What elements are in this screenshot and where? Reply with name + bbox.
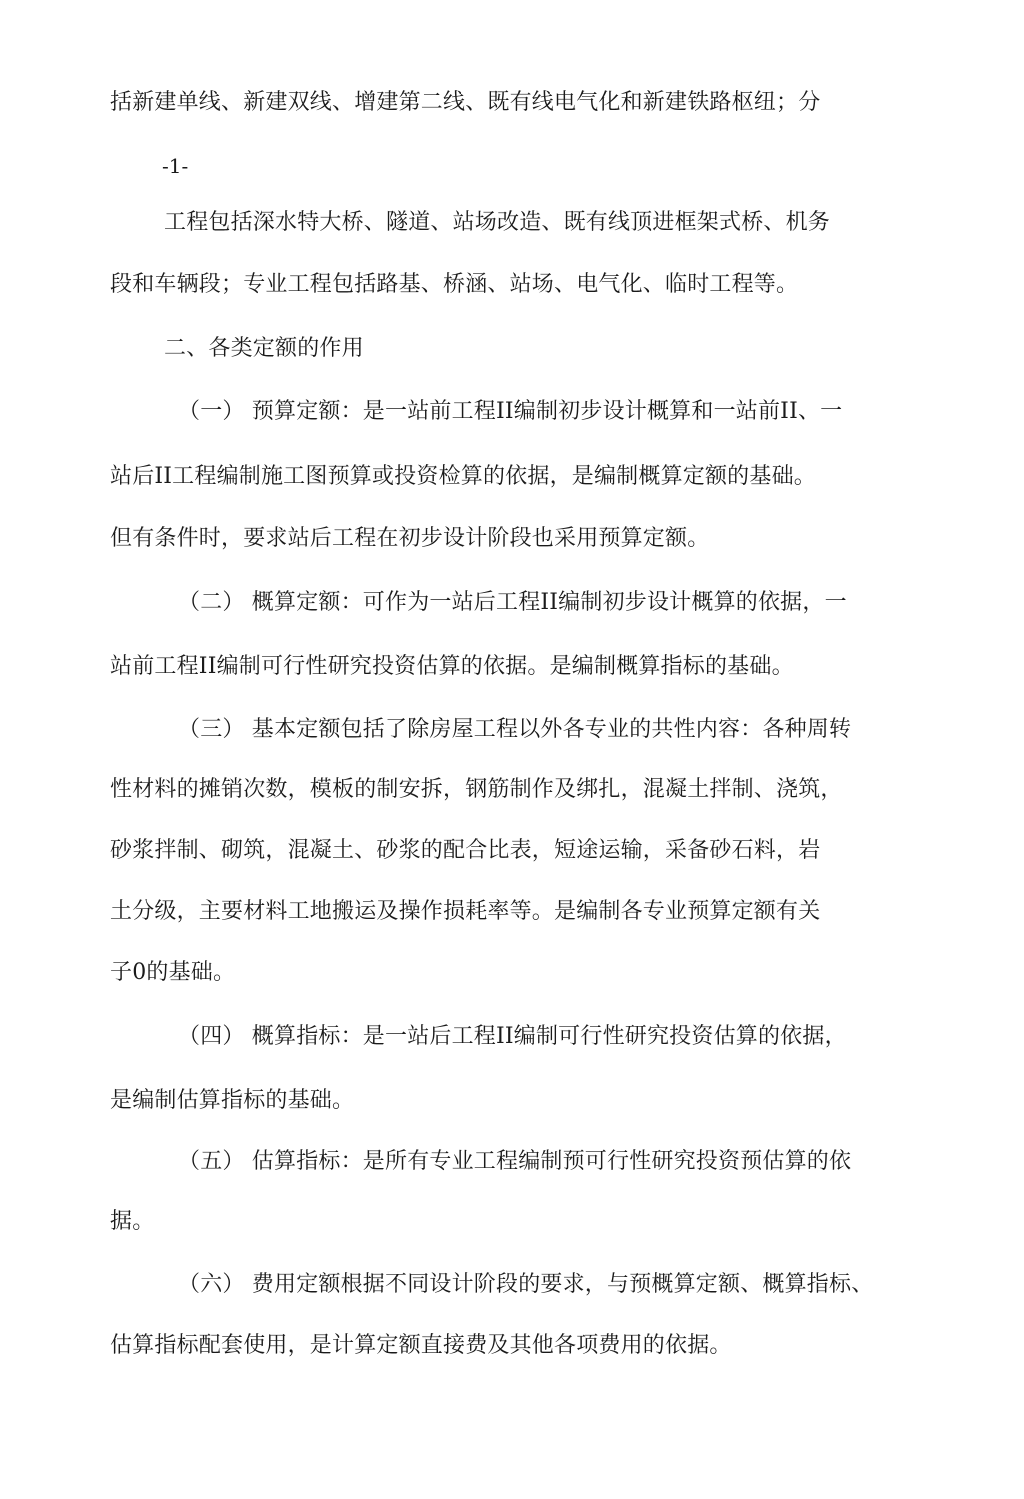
- text-line: （四） 概算指标：是一站后工程II编制可行性研究投资估算的依据，: [178, 1024, 847, 1049]
- section-heading: 二、各类定额的作用: [164, 336, 364, 361]
- text-line: （六） 费用定额根据不同设计阶段的要求，与预概算定额、概算指标、: [178, 1272, 874, 1297]
- text-line: 站前工程II编制可行性研究投资估算的依据。是编制概算指标的基础。: [110, 654, 794, 679]
- text-line: 括新建单线、新建双线、增建第二线、既有线电气化和新建铁路枢纽；分: [110, 90, 821, 115]
- text-line: 子0的基础。: [110, 960, 236, 985]
- text-line: 段和车辆段；专业工程包括路基、桥涵、站场、电气化、临时工程等。: [110, 272, 799, 297]
- text-line: 土分级，主要材料工地搬运及操作损耗率等。是编制各专业预算定额有关: [110, 899, 821, 924]
- text-line: （三） 基本定额包括了除房屋工程以外各专业的共性内容：各种周转: [178, 717, 852, 742]
- text-line: 但有条件时，要求站后工程在初步设计阶段也采用预算定额。: [110, 526, 710, 551]
- text-line: 据。: [110, 1209, 155, 1234]
- text-line: 砂浆拌制、砌筑，混凝土、砂浆的配合比表，短途运输，采备砂石料，岩: [110, 838, 821, 863]
- text-line: 站后II工程编制施工图预算或投资检算的依据，是编制概算定额的基础。: [110, 464, 816, 489]
- text-line: （一） 预算定额：是一站前工程II编制初步设计概算和一站前II、一: [178, 399, 843, 424]
- text-line: 性材料的摊销次数，模板的制安拆，钢筋制作及绑扎，混凝土拌制、浇筑，: [110, 777, 843, 802]
- text-line: （二） 概算定额：可作为一站后工程II编制初步设计概算的依据，一: [178, 590, 847, 615]
- text-line: 是编制估算指标的基础。: [110, 1088, 355, 1113]
- text-line: （五） 估算指标：是所有专业工程编制预可行性研究投资预估算的依: [178, 1149, 852, 1174]
- page-number: -1-: [162, 154, 189, 178]
- text-line: 工程包括深水特大桥、隧道、站场改造、既有线顶进框架式桥、机务: [164, 210, 831, 235]
- text-line: 估算指标配套使用，是计算定额直接费及其他各项费用的依据。: [110, 1333, 732, 1358]
